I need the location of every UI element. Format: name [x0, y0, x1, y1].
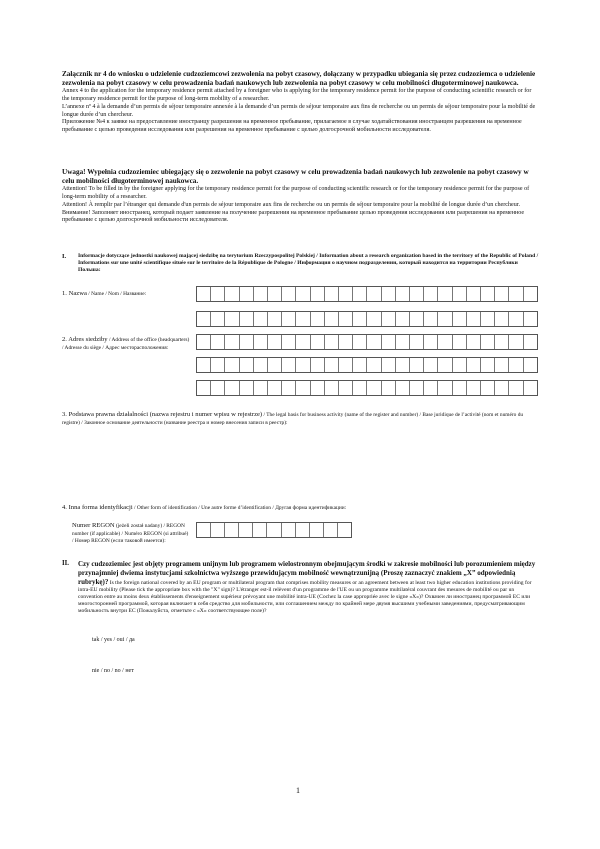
- grid-cell[interactable]: [466, 381, 480, 395]
- warning-text-fr: Attention! À remplir par l’étranger qui demande d'un permis de séjour temporaire aux fins de recherche ou un permis de séjour temporaire pour la mobilité de longue durée d’un chercheur.: [62, 201, 520, 208]
- grid-cell[interactable]: [423, 381, 437, 395]
- grid-cell[interactable]: [197, 523, 210, 537]
- grid-cell[interactable]: [210, 358, 224, 372]
- grid-cell[interactable]: [267, 312, 281, 326]
- section-2-text: Is the foreign national covered by an EU program or multilateral program that comprises mobility measures or an agreement between at least two higher education institutions providing for intra-EU mobility (Please tick the appropriate box with the "X" sign)? L'étranger est-il relèvent d'un programme de l'UE ou un programme multilatéral couvrant des mesures de mobilité ou par un convention entre au moins deux établissements d'enseignement supérieur prévoyant une mobilité intra-UE (Cochez la case appropriée avec le signe «X»)? Охвачен ли иностранец программой ЕС или многосторонней программой, которая включает в себя средство для мобильности, или соглашением между по крайней мере двумя высшими учебными заведениями, предусматривающим мобильность внутри ЕС (Пожалуйста, отметьте с «X» соответствующее поле)?: [78, 580, 532, 614]
- grid-cell[interactable]: [381, 312, 395, 326]
- grid-cell[interactable]: [338, 312, 352, 326]
- grid-cell[interactable]: [480, 381, 494, 395]
- grid-cell[interactable]: [523, 335, 537, 349]
- address-label-pl: 2. Adres siedziby: [62, 336, 108, 343]
- grid-cell[interactable]: [324, 335, 338, 349]
- grid-cell[interactable]: [253, 287, 267, 301]
- grid-cell[interactable]: [324, 358, 338, 372]
- grid-cell[interactable]: [466, 358, 480, 372]
- intro-text-en: Annex 4 to the application for the temporary residence permit attached by a foreigner who is applying for the temporary residence permit for the purpose of conducting scientific research or for the temporary residence permit for the purpose of long-term mobility of a researcher.: [62, 87, 532, 102]
- grid-cell[interactable]: [224, 381, 238, 395]
- regon-label: [72, 522, 190, 546]
- other-id-label-rest: / Other form of identification / Une autre forme d’identification / Другая форма идентификации:: [132, 505, 347, 511]
- grid-cell[interactable]: [295, 381, 309, 395]
- grid-cell[interactable]: [480, 312, 494, 326]
- grid-cell[interactable]: [281, 381, 295, 395]
- grid-cell[interactable]: [409, 381, 423, 395]
- grid-cell[interactable]: [423, 335, 437, 349]
- grid-cell[interactable]: [197, 381, 210, 395]
- grid-cell[interactable]: [395, 335, 409, 349]
- grid-cell[interactable]: [281, 523, 295, 537]
- grid-cell[interactable]: [508, 335, 522, 349]
- grid-cell[interactable]: [267, 287, 281, 301]
- grid-cell[interactable]: [253, 312, 267, 326]
- grid-cell[interactable]: [310, 287, 324, 301]
- grid-cell[interactable]: [395, 287, 409, 301]
- grid-cell[interactable]: [295, 312, 309, 326]
- intro-text-fr: L’annexe nº 4 à la demande d’un permis de séjour temporaire annexée à la demande d’un permis de séjour temporaire aux fins de recherche ou un permis de séjour temporaire pour la mobilité de longue durée d’un chercheur.: [62, 103, 536, 118]
- grid-cell[interactable]: [409, 312, 423, 326]
- grid-cell[interactable]: [395, 381, 409, 395]
- grid-cell[interactable]: [352, 287, 366, 301]
- warning-text-ru: Внимание! Заполняет иностранец, который подает заявление на получение разрешения на временное пребывание целью проведения исследования или разрешения на временное пребывание с целью долгосрочной мобильности исследователя.: [62, 209, 525, 224]
- grid-cell[interactable]: [494, 312, 508, 326]
- other-id-label-pl: 4. Inna forma identyfikacji: [62, 504, 133, 511]
- warning-block: [62, 168, 540, 225]
- grid-cell[interactable]: [338, 335, 352, 349]
- grid-cell[interactable]: [253, 358, 267, 372]
- grid-cell[interactable]: [197, 287, 210, 301]
- grid-cell[interactable]: [452, 287, 466, 301]
- grid-cell[interactable]: [423, 312, 437, 326]
- grid-cell[interactable]: [437, 287, 451, 301]
- legal-basis-label: [62, 411, 540, 427]
- grid-cell[interactable]: [295, 287, 309, 301]
- grid-cell[interactable]: [267, 358, 281, 372]
- legal-basis-label-pl: 3. Podstawa prawna działalności (nazwa rejestru i numer wpisu w rejestrze): [62, 411, 263, 418]
- grid-cell[interactable]: [508, 381, 522, 395]
- grid-cell[interactable]: [239, 312, 253, 326]
- grid-cell[interactable]: [323, 523, 337, 537]
- grid-cell[interactable]: [437, 312, 451, 326]
- grid-cell[interactable]: [480, 287, 494, 301]
- grid-cell[interactable]: [266, 523, 280, 537]
- grid-cell[interactable]: [508, 287, 522, 301]
- address-label: [62, 336, 192, 352]
- grid-cell[interactable]: [395, 358, 409, 372]
- grid-cell[interactable]: [310, 381, 324, 395]
- grid-cell[interactable]: [423, 358, 437, 372]
- grid-cell[interactable]: [381, 381, 395, 395]
- grid-cell[interactable]: [197, 335, 210, 349]
- grid-cell[interactable]: [224, 358, 238, 372]
- grid-cell[interactable]: [409, 358, 423, 372]
- name-label-rest: / Name / Nom / Название:: [86, 291, 147, 297]
- grid-cell[interactable]: [494, 287, 508, 301]
- grid-cell[interactable]: [508, 312, 522, 326]
- grid-cell[interactable]: [310, 335, 324, 349]
- grid-cell[interactable]: [381, 358, 395, 372]
- legal-basis-field[interactable]: [62, 430, 540, 500]
- grid-cell[interactable]: [281, 358, 295, 372]
- name-field-row-2[interactable]: [196, 311, 538, 327]
- grid-cell[interactable]: [253, 381, 267, 395]
- grid-cell[interactable]: [523, 312, 537, 326]
- section-1-number: I.: [62, 253, 67, 260]
- grid-cell[interactable]: [252, 523, 266, 537]
- option-no-label[interactable]: nie / no / no / нет: [92, 668, 134, 674]
- intro-title: Załącznik nr 4 do wniosku o udzielenie cudzoziemcowi zezwolenia na pobyt czasowy, dołączany w przypadku ubiegania się przez cudzoziemca o udzielenie zezwolenia na pobyt czasowy w celu prowadzenia badań naukowych lub zezwolenia na pobyt czasowy w celu mobilności długoterminowej naukowca.: [62, 70, 536, 87]
- grid-cell[interactable]: [239, 335, 253, 349]
- name-label: [62, 290, 192, 299]
- grid-cell[interactable]: [466, 287, 480, 301]
- grid-cell[interactable]: [210, 381, 224, 395]
- grid-cell[interactable]: [197, 358, 210, 372]
- intro-text-ru: Приложение №4 к заявке на предоставление иностранцу разрешения на временное пребывание, прилагаемое в случае ходатайствования иностранцем разрешения на временное пребывание с целью проведения исследования или разрешения на временное пребывание с целью долгосрочной мобильности исследователя.: [62, 119, 522, 134]
- grid-cell[interactable]: [366, 287, 380, 301]
- grid-cell[interactable]: [281, 335, 295, 349]
- grid-cell[interactable]: [480, 335, 494, 349]
- grid-cell[interactable]: [395, 312, 409, 326]
- grid-cell[interactable]: [352, 335, 366, 349]
- grid-cell[interactable]: [523, 287, 537, 301]
- grid-cell[interactable]: [224, 312, 238, 326]
- warning-text-en: Attention! To be filled in by the foreigner applying for the temporary residence permit for the purpose of conducting scientific research or for the temporary residence permit for the purpose of long-term mobility of a researcher.: [62, 185, 530, 200]
- grid-cell[interactable]: [210, 523, 224, 537]
- grid-cell[interactable]: [338, 381, 352, 395]
- grid-cell[interactable]: [366, 312, 380, 326]
- grid-cell[interactable]: [494, 335, 508, 349]
- address-field-row-3[interactable]: [196, 380, 538, 396]
- grid-cell[interactable]: [295, 523, 309, 537]
- grid-cell[interactable]: [523, 358, 537, 372]
- grid-cell[interactable]: [239, 287, 253, 301]
- grid-cell[interactable]: [210, 287, 224, 301]
- name-field-row-1[interactable]: [196, 286, 538, 302]
- regon-field[interactable]: [196, 522, 352, 538]
- grid-cell[interactable]: [437, 358, 451, 372]
- grid-cell[interactable]: [210, 335, 224, 349]
- grid-cell[interactable]: [437, 335, 451, 349]
- grid-cell[interactable]: [409, 287, 423, 301]
- grid-cell[interactable]: [381, 287, 395, 301]
- grid-cell[interactable]: [352, 381, 366, 395]
- grid-cell[interactable]: [337, 523, 351, 537]
- grid-cell[interactable]: [423, 287, 437, 301]
- address-field-row-2[interactable]: [196, 357, 538, 373]
- grid-cell[interactable]: [452, 312, 466, 326]
- regon-label-rest: (jeżeli został nadany) / REGON number (if applicable) / Numéro REGON (si attribué) / Номер REGON (если таковой имеется):: [72, 523, 189, 545]
- grid-cell[interactable]: [352, 312, 366, 326]
- other-id-label: [62, 504, 540, 513]
- grid-cell[interactable]: [224, 523, 238, 537]
- section-2-number: II.: [62, 560, 69, 567]
- legal-basis-label-rest: / The legal basis for business activity (name of the register and number) / Base juridique de l’activité (nom et numéro du registre) / Законное основание деятельности (название реестра и номер внесения записи в реестр):: [62, 412, 524, 426]
- grid-cell[interactable]: [224, 287, 238, 301]
- grid-cell[interactable]: [494, 358, 508, 372]
- grid-cell[interactable]: [452, 335, 466, 349]
- section-1-title: Informacje dotyczące jednostki naukowej mającej siedzibę na terytorium Rzeczypospolitej Polskiej / Information about a research organization based in the territory of the Republic of Poland / Informations sur une unité scientifique située sur le territoire de la République de Pologne / Информация о научном подразделении, который находится на территории Республики Польша:: [78, 253, 539, 273]
- address-field-row-1[interactable]: [196, 334, 538, 350]
- grid-cell[interactable]: [352, 358, 366, 372]
- grid-cell[interactable]: [381, 335, 395, 349]
- grid-cell[interactable]: [494, 381, 508, 395]
- grid-cell[interactable]: [281, 312, 295, 326]
- grid-cell[interactable]: [466, 335, 480, 349]
- grid-cell[interactable]: [338, 358, 352, 372]
- grid-cell[interactable]: [267, 381, 281, 395]
- grid-cell[interactable]: [338, 287, 352, 301]
- section-2-title: Czy cudzoziemiec jest objęty programem unijnym lub programem wielostronnym obejmującym środki w zakresie mobilności lub porozumieniem między przynajmniej dwiema instytucjami szkolnictwa wyższego przewidującym mobilność wewnątrzunijną (Proszę zaznaczyć znakiem „X” odpowiednią rubrykę)?: [78, 560, 536, 586]
- grid-cell[interactable]: [239, 358, 253, 372]
- grid-cell[interactable]: [366, 358, 380, 372]
- grid-cell[interactable]: [295, 335, 309, 349]
- grid-cell[interactable]: [366, 381, 380, 395]
- page-number: 1: [296, 786, 300, 795]
- grid-cell[interactable]: [508, 358, 522, 372]
- grid-cell[interactable]: [281, 287, 295, 301]
- grid-cell[interactable]: [295, 358, 309, 372]
- section-2: [62, 560, 540, 615]
- grid-cell[interactable]: [310, 358, 324, 372]
- name-label-pl: 1. Nazwa: [62, 290, 87, 297]
- grid-cell[interactable]: [324, 381, 338, 395]
- address-label-rest: / Address of the office (headquarters) / Adresse du siège / Адрес месторасположения:: [62, 337, 190, 351]
- grid-cell[interactable]: [324, 312, 338, 326]
- grid-cell[interactable]: [239, 381, 253, 395]
- grid-cell[interactable]: [197, 312, 210, 326]
- grid-cell[interactable]: [310, 312, 324, 326]
- grid-cell[interactable]: [480, 358, 494, 372]
- grid-cell[interactable]: [253, 335, 267, 349]
- grid-cell[interactable]: [409, 335, 423, 349]
- grid-cell[interactable]: [309, 523, 323, 537]
- grid-cell[interactable]: [523, 381, 537, 395]
- grid-cell[interactable]: [452, 358, 466, 372]
- grid-cell[interactable]: [324, 287, 338, 301]
- regon-label-pl: Numer REGON: [72, 522, 115, 529]
- grid-cell[interactable]: [224, 335, 238, 349]
- grid-cell[interactable]: [210, 312, 224, 326]
- intro-block: [62, 70, 540, 135]
- grid-cell[interactable]: [366, 335, 380, 349]
- warning-title: Uwaga! Wypełnia cudzoziemiec ubiegający się o zezwolenie na pobyt czasowy w celu prowadzenia badań naukowych lub zezwolenie na pobyt czasowy w celu mobilności długoterminowej naukowca.: [62, 168, 529, 185]
- section-1-heading: [62, 253, 540, 274]
- grid-cell[interactable]: [452, 381, 466, 395]
- grid-cell[interactable]: [466, 312, 480, 326]
- grid-cell[interactable]: [267, 335, 281, 349]
- option-yes-label[interactable]: tak / yes / oui / да: [92, 637, 135, 643]
- grid-cell[interactable]: [437, 381, 451, 395]
- grid-cell[interactable]: [238, 523, 252, 537]
